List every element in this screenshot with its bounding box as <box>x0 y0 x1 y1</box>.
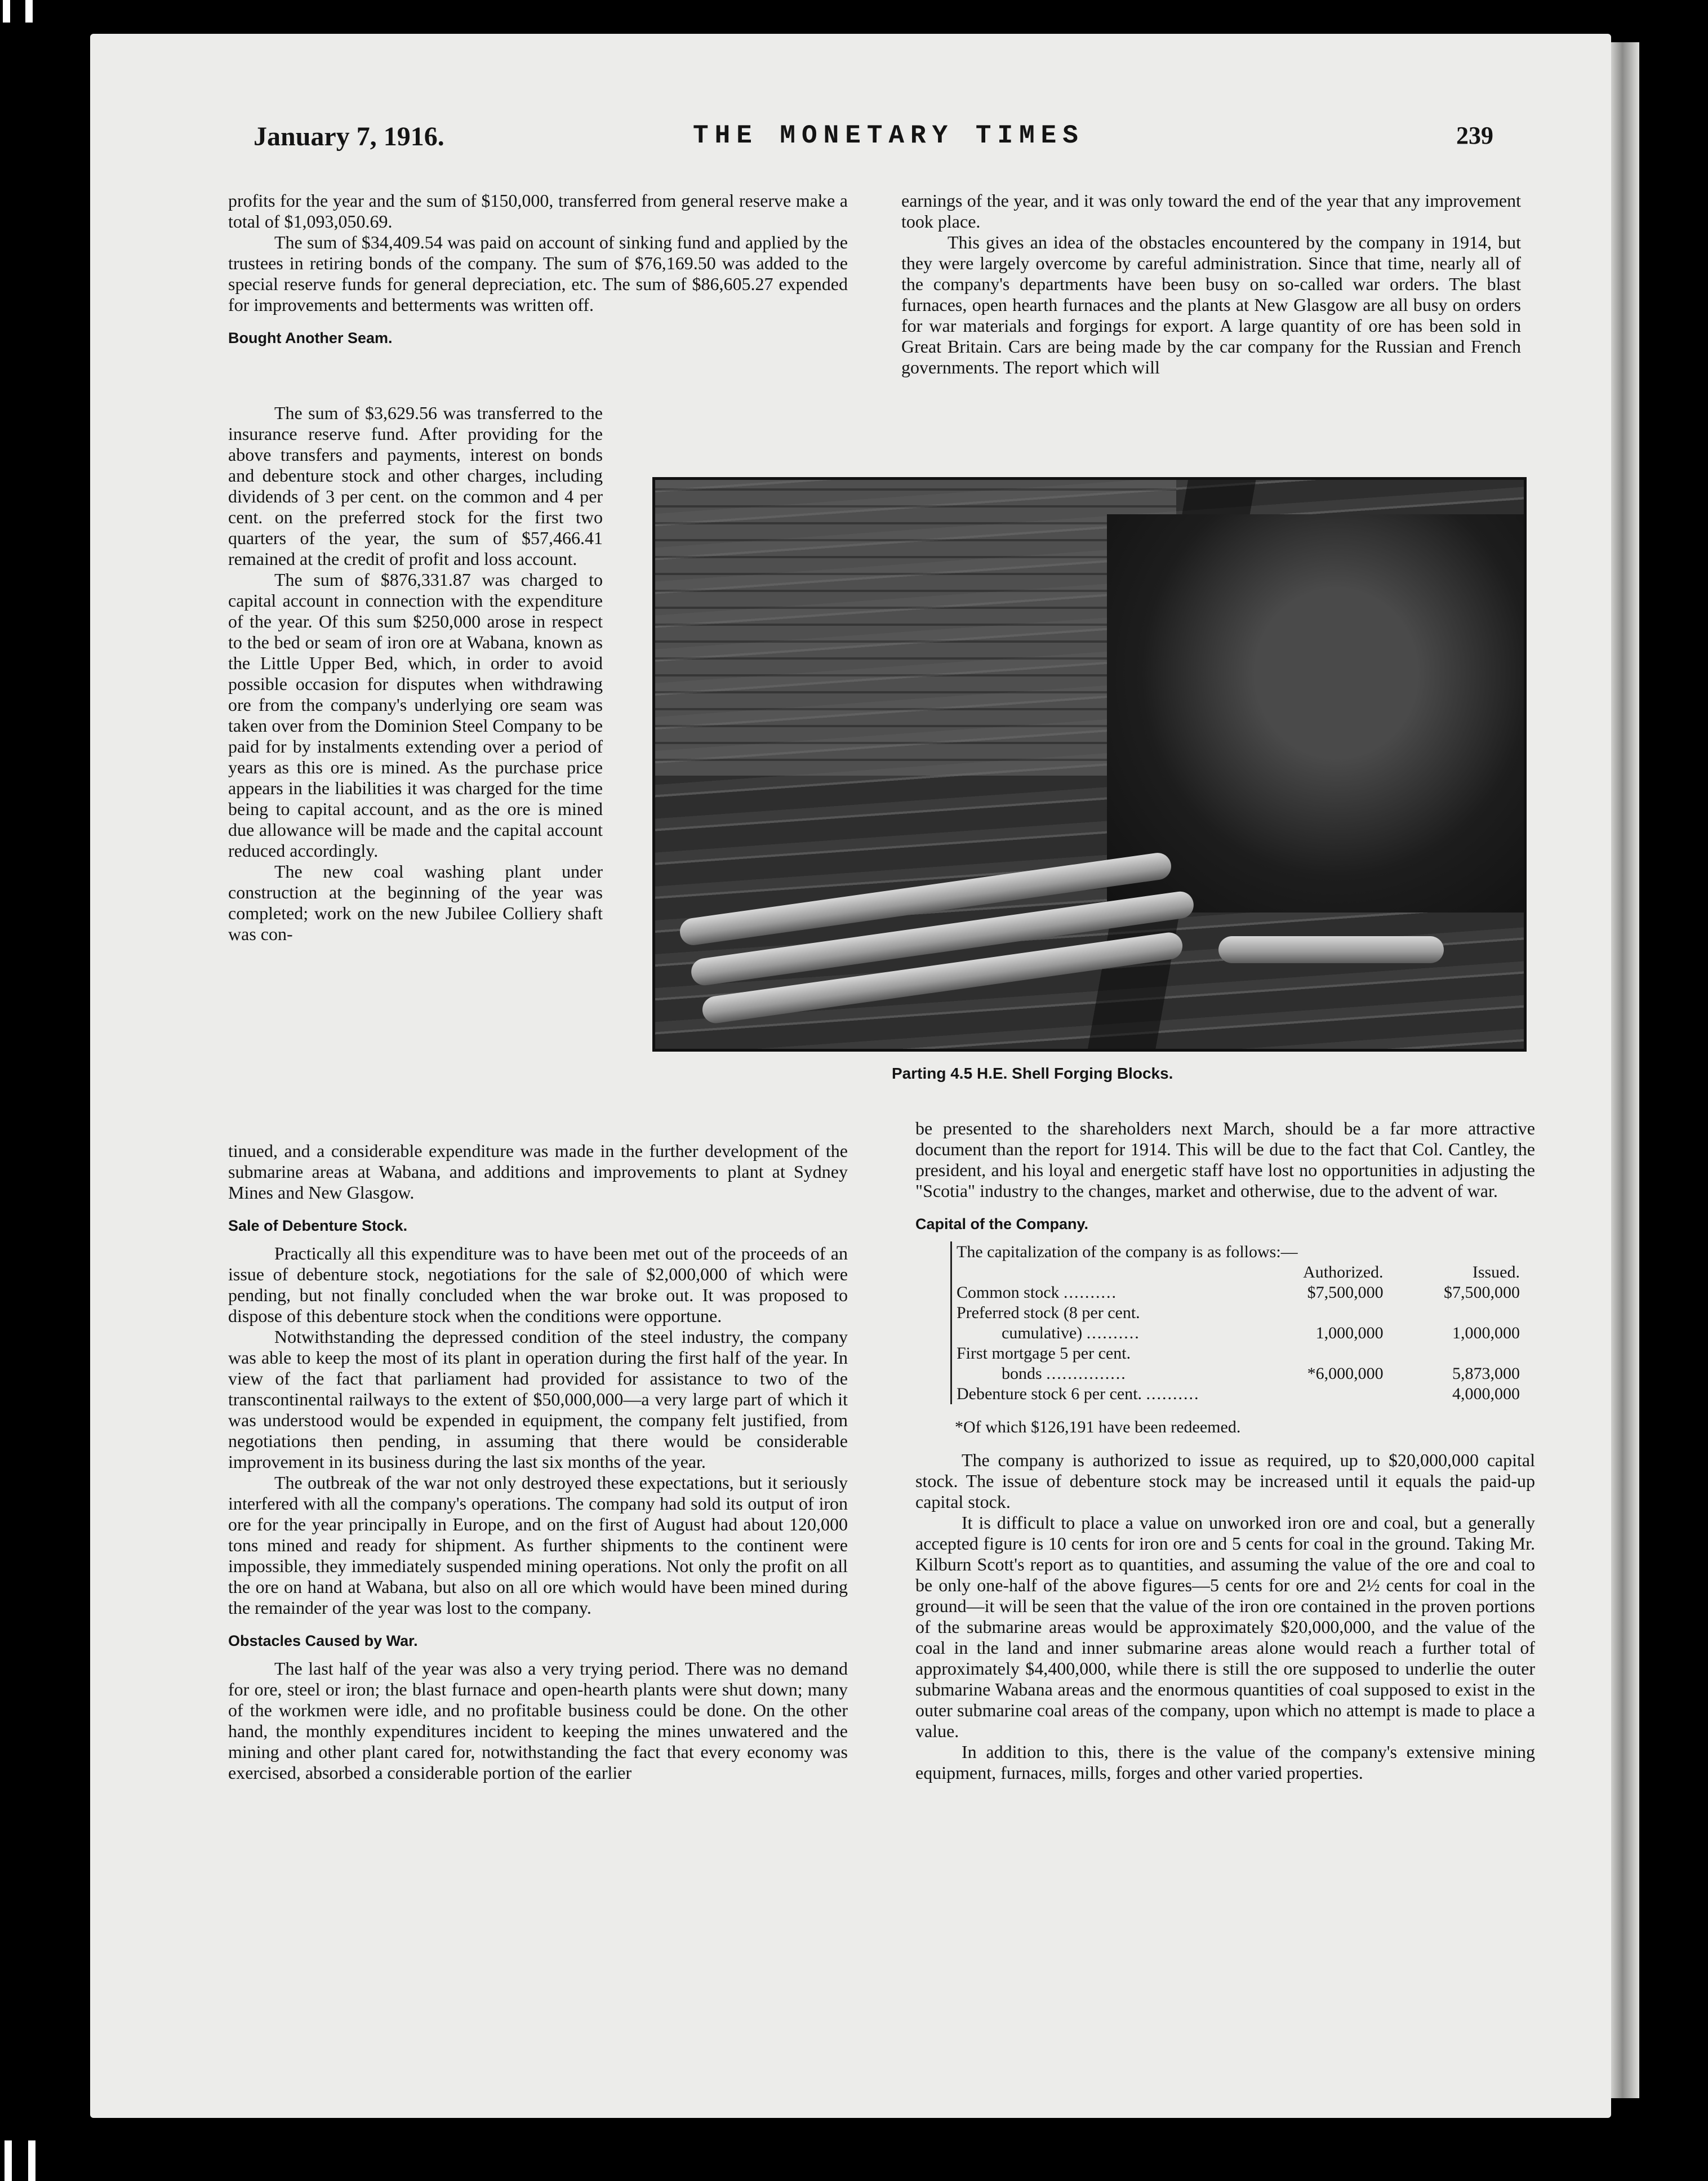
film-mark-top-1 <box>3 0 10 23</box>
row-authorized: 1,000,000 <box>1315 1324 1384 1342</box>
row-authorized: $7,500,000 <box>1307 1283 1384 1302</box>
row-dots: .......... <box>1086 1324 1140 1342</box>
seam-paragraph-2: The sum of $876,331.87 was charged to capital account in connection with the expenditure of the year. Of this sum $250,000 arose in respect to the bed or seam of iron ore at Wabana, known as the Little Upper Bed, which, in order to avoid possible occasion for disputes when withdrawing ore from the company's underlying ore seam was taken over from the Dominion Steel Company to be paid for by instalments extending over a period of years as this ore is mined. As the purchase price appears in the liabilities it was charged for the time being to capital account, and as the ore is mined due allowance will be made and the capital account reduced accordingly. <box>228 569 603 861</box>
row-authorized: *6,000,000 <box>1307 1364 1384 1383</box>
right-column-top <box>901 190 1521 378</box>
right-paragraph-5: It is difficult to place a value on unworked iron ore and coal, but a generally accepted figure is 10 cents for iron ore and 5 cents for coal in the ground. Taking Mr. Kilburn Scott's report as to quantities, and assuming the value of the ore and coal to be only one-half of the above figures—5 cents for ore and 2½ cents for coal in the ground—it will be seen that the value of the iron ore contained in the proven portions of the submarine areas would be approximately $20,000,000, and the value of the coal in the land and inner submarine areas alone would reach a further total of approximately $4,400,000, while there is still the ore supposed to underlie the outer submarine Wabana areas and the enormous quantities of coal supposed to exist in the outer submarine coal areas of the company, upon which no attempt is made to place a value. <box>915 1512 1535 1741</box>
column-header-authorized: Authorized. <box>1303 1263 1384 1281</box>
capital-table <box>957 1262 1520 1404</box>
film-mark-top-2 <box>25 0 33 23</box>
right-paragraph-3: be presented to the shareholders next March, should be a far more attractive document than the report for 1914. This will be due to the fact that Col. Cantley, the president, and his loyal and energetic staff have lost no opportunities in adjusting the "Scotia" industry to the changes, market and otherwise, due to the advent of war. <box>915 1118 1535 1201</box>
seam-paragraph-1: The sum of $3,629.56 was transferred to the insurance reserve fund. After providing for the above transfers and payments, interest on bonds and debenture stock and other charges, including dividends of 3 per cent. on the common and 4 per cent. on the preferred stock for the first two quarters of the year, the sum of $57,466.41 remained at the credit of profit and loss account. <box>228 403 603 569</box>
seam-paragraph-3b: tinued, and a considerable expenditure was made in the further development of the submarine areas at Wabana, and additions and improvements to plant at Sydney Mines and New Glasgow. <box>228 1141 848 1203</box>
left-column-top <box>228 190 848 355</box>
intro-paragraph-2: The sum of $34,409.54 was paid on account of sinking fund and applied by the trustees in retiring bonds of the company. The sum of $76,169.50 was added to the special reserve funds for general depreciation, etc. The sum of $86,605.27 expended for improvements and betterments was written off. <box>228 232 848 315</box>
left-column-narrow <box>228 403 603 945</box>
row-issued <box>1384 1303 1520 1323</box>
seam-paragraph-3a: The new coal washing plant under construction at the beginning of the year was completed; work on the new Jubilee Colliery shaft was con- <box>228 861 603 944</box>
row-label: Common stock <box>957 1283 1060 1302</box>
table-row <box>957 1283 1520 1303</box>
table-row <box>957 1303 1520 1323</box>
debenture-paragraph-1: Practically all this expenditure was to have been met out of the proceeds of an issue of debenture stock, negotiations for the sale of $2,000,000 of which were pending, but not finally concluded when the war broke out. It was proposed to dispose of this debenture stock when the conditions were opportune. <box>228 1243 848 1326</box>
intro-paragraph-1: profits for the year and the sum of $150,000, transferred from general reserve make a total of $1,093,050.69. <box>228 190 848 232</box>
section-heading-bought-another-seam: Bought Another Seam. <box>228 330 393 346</box>
right-paragraph-1: earnings of the year, and it was only toward the end of the year that any improvement took place. <box>901 190 1521 232</box>
section-heading-capital-of-the-company: Capital of the Company. <box>915 1216 1089 1232</box>
debenture-paragraph-3: The outbreak of the war not only destroyed these expectations, but it seriously interfered with all the company's operations. The company had sold its output of iron ore for the year principally in Europe, and on the first of August had about 120,000 tons mined and ready for shipment. As further shipments to the continent were impossible, they immediately suspended mining operations. Not only the profit on all the ore on hand at Wabana, but also on all ore which would have been mined during the remainder of the year was lost to the company. <box>228 1472 848 1618</box>
row-label: First mortgage 5 per cent. <box>957 1344 1131 1363</box>
photo-forging-machine <box>1107 514 1524 913</box>
table-row <box>957 1323 1520 1343</box>
film-mark-bottom-2 <box>28 2140 35 2181</box>
row-issued: 5,873,000 <box>1452 1364 1520 1383</box>
column-header-issued: Issued. <box>1472 1263 1520 1281</box>
photo-caption: Parting 4.5 H.E. Shell Forging Blocks. <box>892 1065 1173 1082</box>
row-authorized <box>1252 1303 1383 1323</box>
right-paragraph-4: The company is authorized to issue as required, up to $20,000,000 capital stock. The issue of debenture stock may be increased until it equals the paid-up capital stock. <box>915 1450 1535 1512</box>
debenture-paragraph-2: Notwithstanding the depressed condition of the steel industry, the company was able to keep the most of its plant in operation during the first half of the year. In view of the fact that parliament had provided for assistance to two of the transcontinental railways to the extent of $50,000,000—a very large part of which it was understood would be expended in equipment, the company felt justified, from negotiations then pending, in assuming that there would be considerable improvement in its business during the last six months of the year. <box>228 1327 848 1472</box>
publication-title: THE MONETARY TIMES <box>693 121 1084 150</box>
row-dots: .......... <box>1064 1283 1118 1302</box>
capital-table-header-row <box>957 1262 1520 1283</box>
row-authorized <box>1252 1343 1383 1364</box>
shell-forging-blocks-photo <box>652 477 1527 1052</box>
row-label: Preferred stock (8 per cent. <box>957 1303 1140 1322</box>
obstacles-paragraph-1: The last half of the year was also a very trying period. There was no demand for ore, steel or iron; the blast furnace and open-hearth plants were shut down; many of the workmen were idle, and no profitable business could be done. On the other hand, the monthly expenditures incident to keeping the mines unwatered and the mining and other plant cared for, notwithstanding the fact that every economy was exercised, absorbed a considerable portion of the earlier <box>228 1658 848 1783</box>
section-heading-obstacles-caused-by-war: Obstacles Caused by War. <box>228 1632 418 1649</box>
page-number: 239 <box>1456 122 1493 149</box>
row-authorized <box>1252 1384 1383 1404</box>
right-paragraph-6: In addition to this, there is the value of the company's extensive mining equipment, furnaces, mills, forges and other varied properties. <box>915 1742 1535 1783</box>
row-issued <box>1384 1343 1520 1364</box>
table-row <box>957 1384 1520 1404</box>
table-row <box>957 1343 1520 1364</box>
row-issued: 1,000,000 <box>1452 1324 1520 1342</box>
table-row <box>957 1364 1520 1384</box>
right-paragraph-2: This gives an idea of the obstacles encountered by the company in 1914, but they were largely overcome by careful administration. Since that time, nearly all of the company's departments have been busy on so-called war orders. The blast furnaces, open hearth furnaces and the plants at New Glasgow are all busy on orders for war materials and forgings for export. A large quantity of ore has been sold in Great Britain. Cars are being made by the car company for the Russian and French governments. The report which will <box>901 232 1521 377</box>
photo-forging-block <box>1218 936 1444 963</box>
left-column-lower <box>228 1141 848 1783</box>
film-mark-bottom-1 <box>5 2140 12 2181</box>
capital-table-block <box>950 1241 1535 1404</box>
issue-date: January 7, 1916. <box>253 122 444 152</box>
capital-table-footnote: *Of which $126,191 have been redeemed. <box>955 1418 1241 1436</box>
row-issued: $7,500,000 <box>1444 1283 1520 1302</box>
row-label: Debenture stock 6 per cent. <box>957 1385 1142 1403</box>
row-issued: 4,000,000 <box>1452 1385 1520 1403</box>
row-dots: .......... <box>1146 1385 1200 1403</box>
right-column-lower <box>915 1118 1535 1783</box>
capital-table-intro: The capitalization of the company is as follows:— <box>957 1243 1298 1261</box>
row-label: bonds <box>1002 1364 1042 1383</box>
photo-brick-wall <box>655 480 1176 776</box>
page-edge <box>1611 42 1639 2098</box>
section-heading-sale-of-debenture-stock: Sale of Debenture Stock. <box>228 1217 408 1234</box>
row-label: cumulative) <box>1002 1324 1083 1342</box>
row-dots: ............... <box>1046 1364 1127 1383</box>
